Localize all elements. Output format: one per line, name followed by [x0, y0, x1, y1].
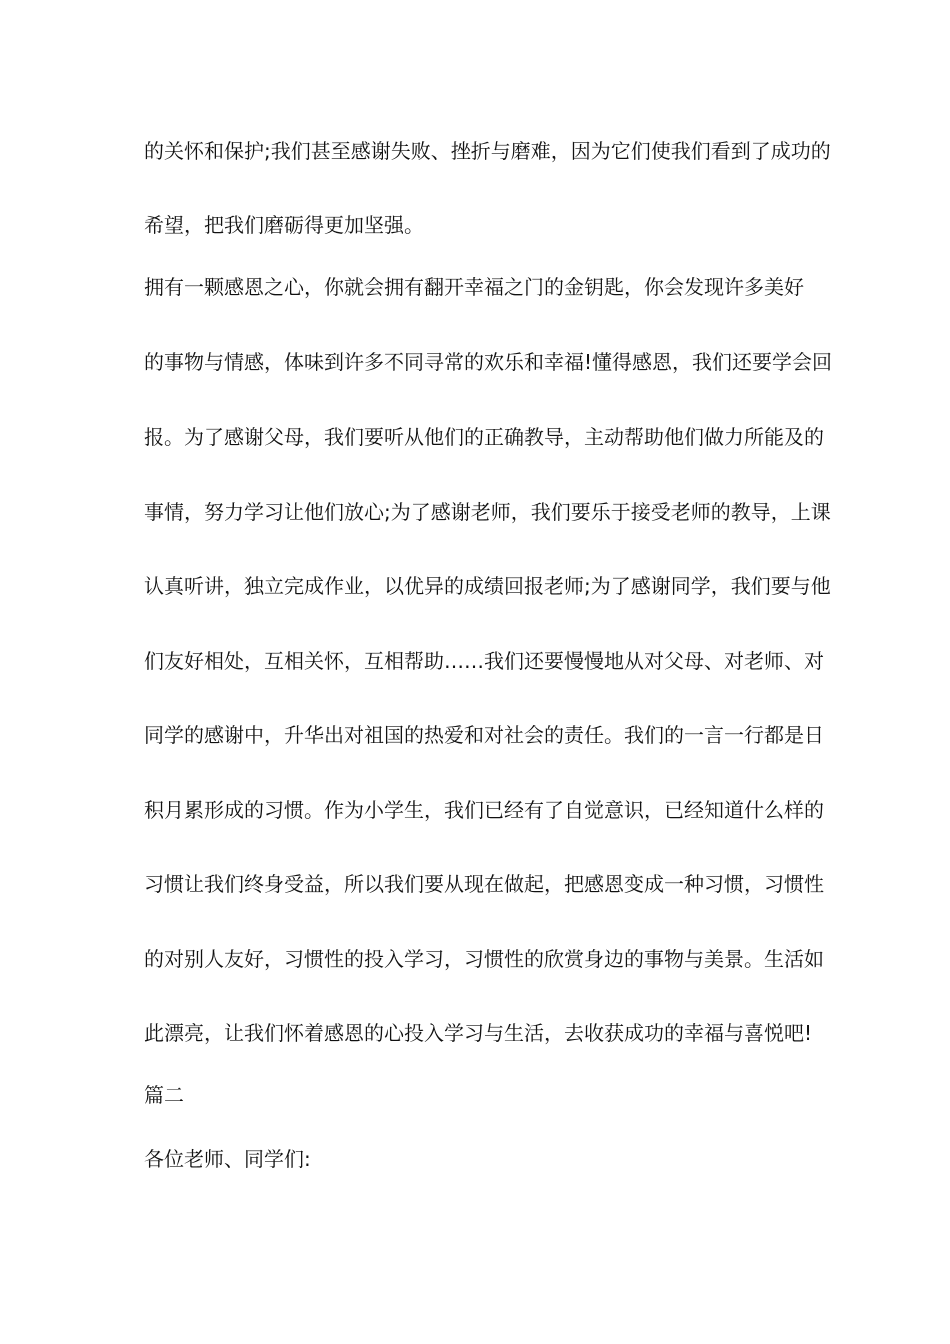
paragraph-line-4: 的事物与情感，体味到许多不同寻常的欢乐和幸福!懂得感恩，我们还要学会回 — [144, 350, 833, 374]
paragraph-line-10: 积月累形成的习惯。作为小学生，我们已经有了自觉意识，已经知道什么样的 — [144, 798, 824, 822]
paragraph-line-5: 报。为了感谢父母，我们要听从他们的正确教导，主动帮助他们做力所能及的 — [144, 425, 824, 449]
section-heading: 篇二 — [144, 1083, 184, 1107]
paragraph-line-1: 的关怀和保护;我们甚至感谢失败、挫折与磨难，因为它们使我们看到了成功的 — [144, 139, 831, 163]
paragraph-line-3: 拥有一颗感恩之心，你就会拥有翻开幸福之门的金钥匙，你会发现许多美好 — [144, 275, 804, 299]
paragraph-line-9: 同学的感谢中，升华出对祖国的热爱和对社会的责任。我们的一言一行都是日 — [144, 723, 824, 747]
paragraph-line-6: 事情，努力学习让他们放心;为了感谢老师，我们要乐于接受老师的教导，上课 — [144, 500, 831, 524]
paragraph-line-2: 希望，把我们磨砺得更加坚强。 — [144, 213, 424, 237]
paragraph-line-8: 们友好相处，互相关怀，互相帮助……我们还要慢慢地从对父母、对老师、对 — [144, 649, 824, 673]
paragraph-line-12: 的对别人友好，习惯性的投入学习，习惯性的欣赏身边的事物与美景。生活如 — [144, 947, 824, 971]
salutation: 各位老师、同学们: — [144, 1147, 311, 1171]
paragraph-line-7: 认真听讲，独立完成作业，以优异的成绩回报老师;为了感谢同学，我们要与他 — [144, 574, 831, 598]
paragraph-line-13: 此漂亮，让我们怀着感恩的心投入学习与生活，去收获成功的幸福与喜悦吧! — [144, 1021, 813, 1045]
paragraph-line-11: 习惯让我们终身受益，所以我们要从现在做起，把感恩变成一种习惯，习惯性 — [144, 872, 824, 896]
